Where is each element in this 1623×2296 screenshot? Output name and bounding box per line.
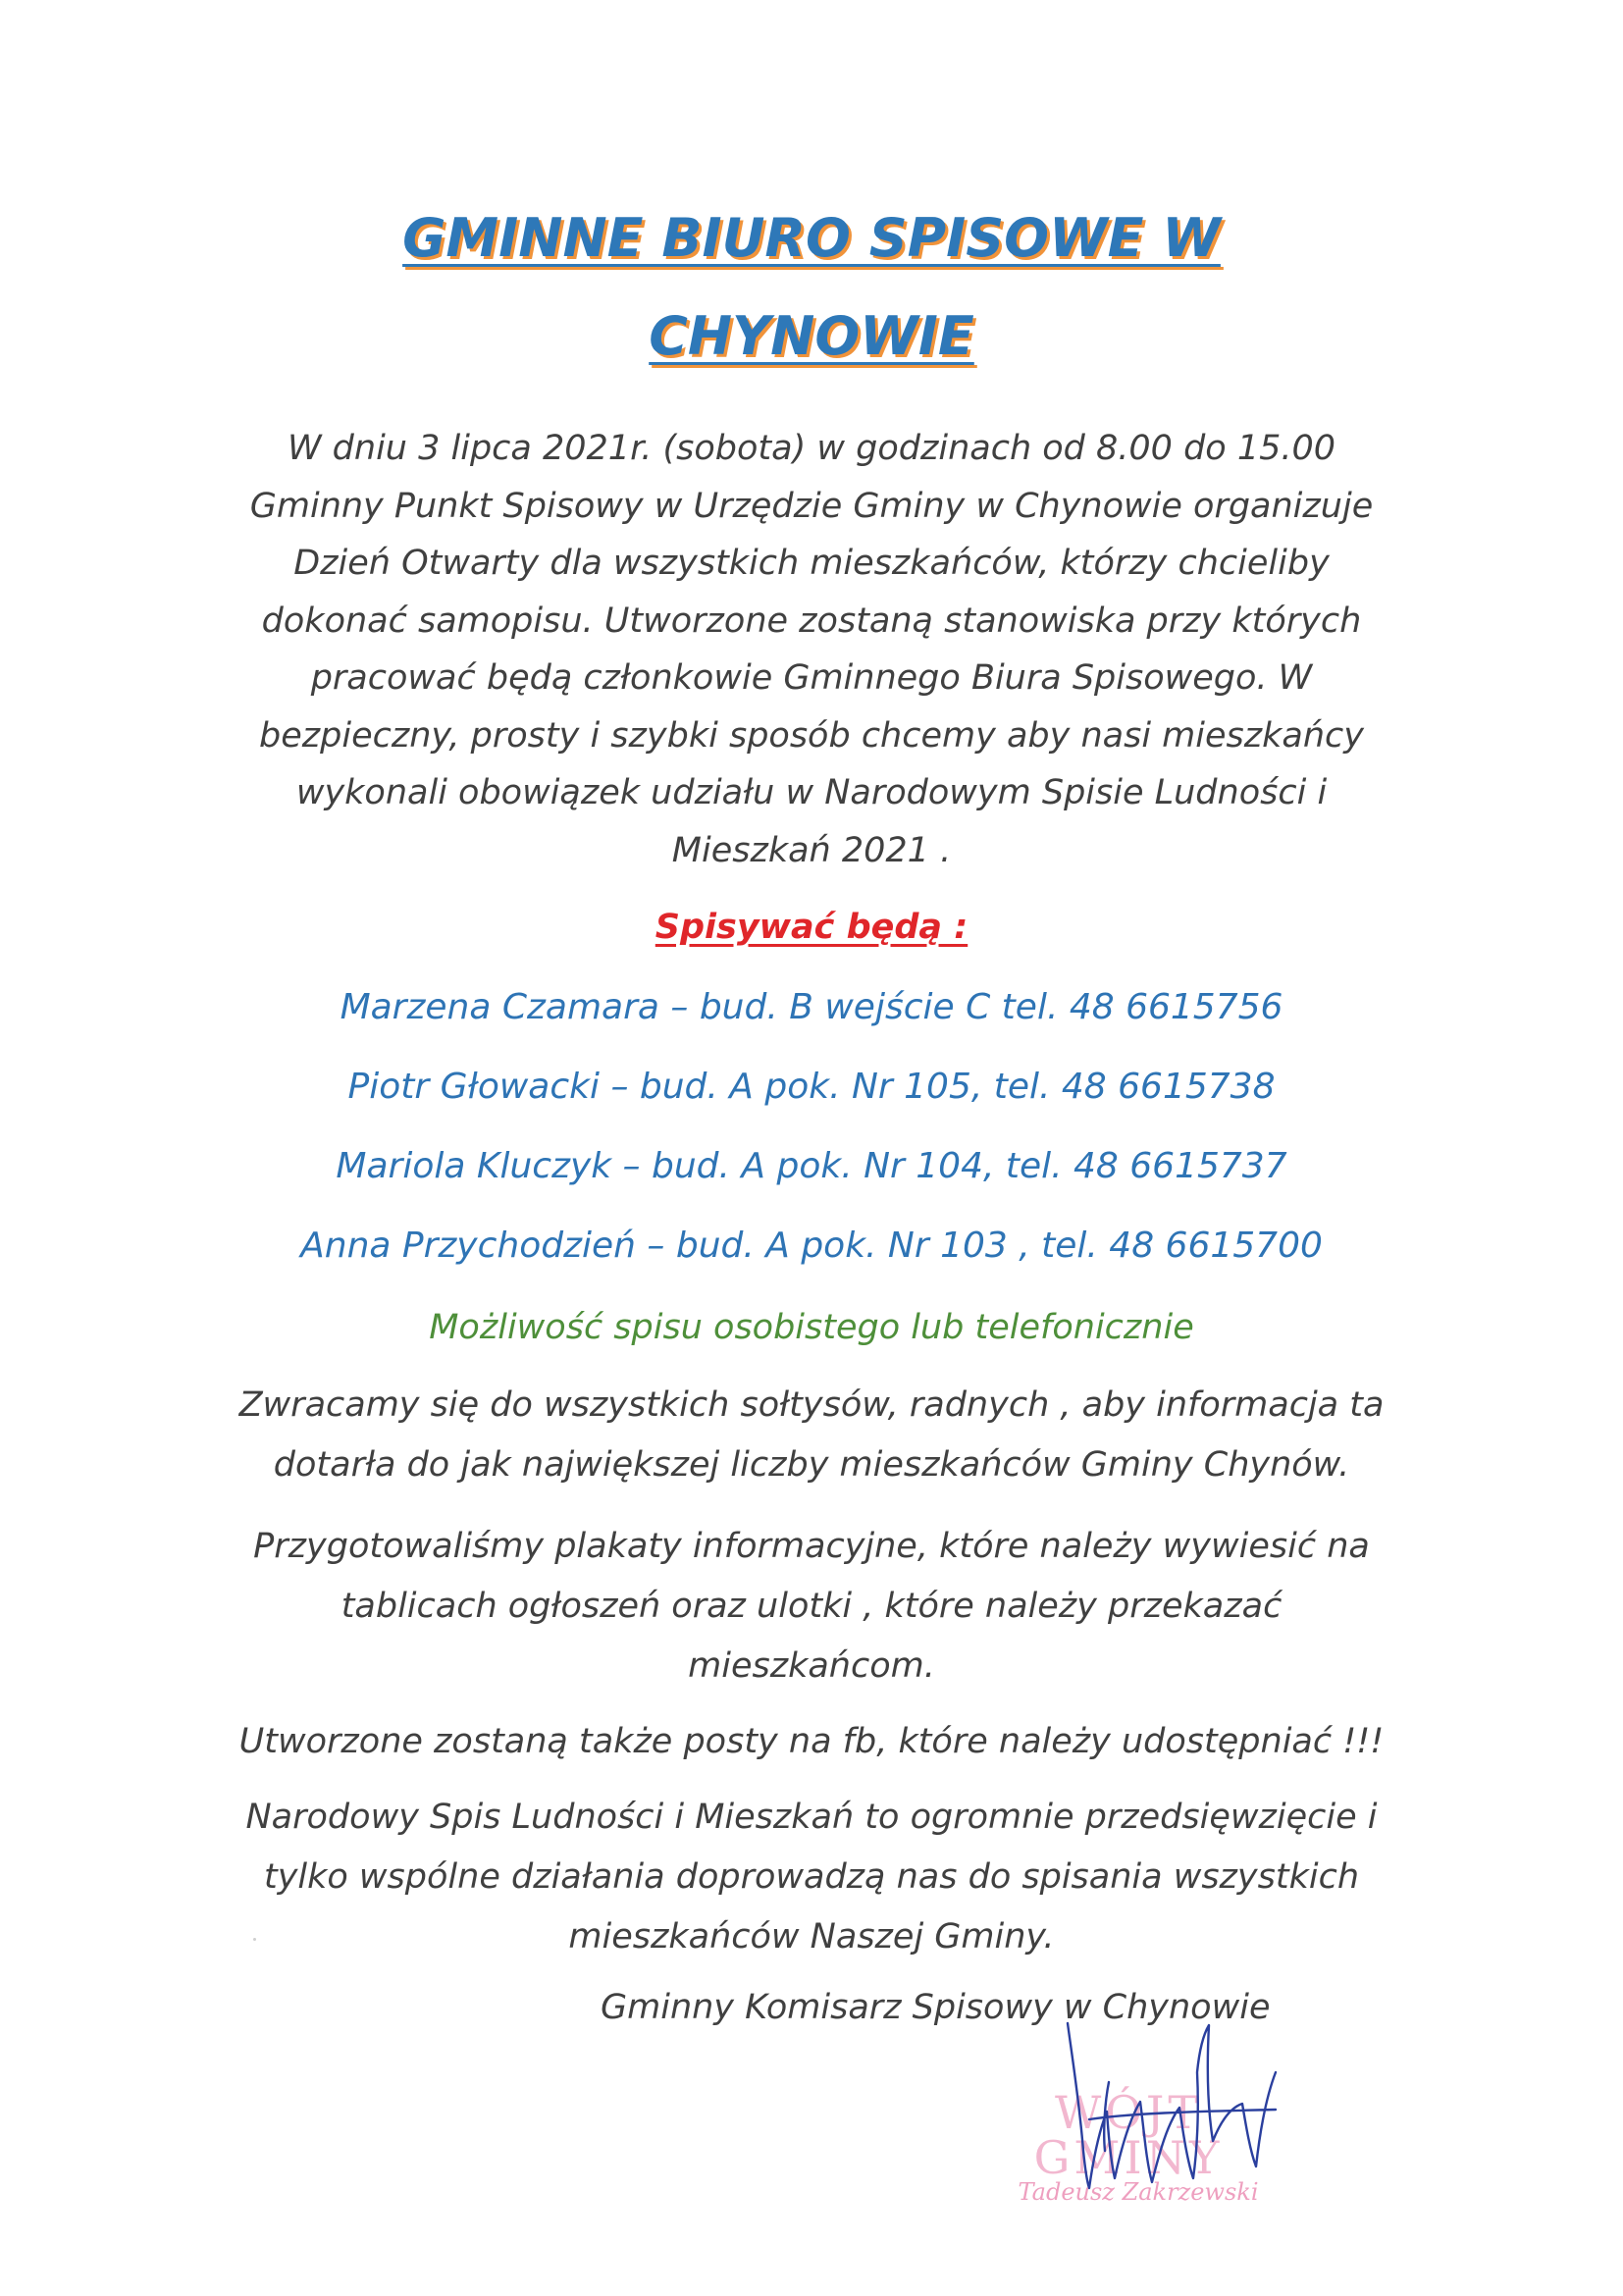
intro-paragraph — [147, 420, 1476, 879]
paragraph-line: tablicach ogłoszeń oraz ulotki , które należy przekazać — [340, 1587, 1283, 1626]
stamp-title: WÓJT GMINY — [1033, 2086, 1224, 2184]
closing-paragraph — [147, 1788, 1476, 1967]
posters-paragraph — [147, 1517, 1476, 1696]
enumerator-contact: Marzena Czamara – bud. B wejście C tel. 48 6615756 — [340, 987, 1283, 1027]
enumerators-list — [0, 983, 1623, 1301]
paragraph-line: Narodowy Spis Ludności i Mieszkań to ogromnie przedsięwzięcie i — [245, 1798, 1378, 1837]
intro-line: W dniu 3 lipca 2021r. (sobota) w godzinach od 8.00 do 15.00 — [287, 429, 1336, 468]
paragraph-line: mieszkańców Naszej Gminy. — [568, 1917, 1055, 1957]
paragraph-line: Zwracamy się do wszystkich sołtysów, radnych , aby informacja ta — [238, 1385, 1385, 1425]
enumerator-contact: Mariola Kluczyk – bud. A pok. Nr 104, tel. 48 6615737 — [336, 1146, 1287, 1186]
intro-line: wykonali obowiązek udziału w Narodowym Spisie Ludności i — [295, 773, 1328, 812]
paragraph-line: Przygotowaliśmy plakaty informacyjne, które należy wywiesić na — [253, 1527, 1370, 1566]
enumerators-heading: Spisywać będą : — [654, 908, 969, 947]
stamp-name: Tadeusz Zakrzewski — [1018, 2178, 1259, 2206]
paragraph-line: dotarła do jak największej liczby mieszkańców Gminy Chynów. — [273, 1445, 1350, 1485]
intro-line: Gminny Punkt Spisowy w Urzędzie Gminy w Chynowie organizuje — [249, 486, 1374, 526]
enumerator-contact: Piotr Głowacki – bud. A pok. Nr 105, tel. 48 6615738 — [347, 1067, 1276, 1107]
paragraph-line: Utworzone zostaną także posty na fb, które należy udostępniać !!! — [238, 1722, 1385, 1761]
signature-stroke — [1068, 2023, 1276, 2188]
signoff-title: Gminny Komisarz Spisowy w Chynowie — [601, 1988, 1271, 2027]
document-title-line-1: GMINNE BIURO SPISOWE W — [402, 207, 1221, 269]
intro-line: Dzień Otwarty dla wszystkich mieszkańców, którzy chcieliby — [293, 544, 1330, 583]
intro-line: pracować będą członkowie Gminnego Biura Spisowego. W — [310, 658, 1313, 698]
enumerator-contact: Anna Przychodzień – bud. A pok. Nr 103 , tel. 48 6615700 — [300, 1226, 1323, 1266]
social-media-paragraph — [147, 1712, 1476, 1772]
census-mode-note: Możliwość spisu osobistego lub telefonicznie — [429, 1308, 1194, 1347]
intro-line: Mieszkań 2021 . — [671, 830, 952, 870]
paragraph-line: mieszkańcom. — [688, 1646, 935, 1686]
handwritten-signature — [1050, 2013, 1305, 2200]
intro-line: bezpieczny, prosty i szybki sposób chcemy aby nasi mieszkańcy — [259, 715, 1364, 756]
paragraph-line: tylko wspólne działania doprowadzą nas do spisania wszystkich — [263, 1857, 1360, 1897]
intro-line: dokonać samopisu. Utworzone zostaną stanowiska przy których — [261, 600, 1362, 641]
appeal-paragraph — [147, 1376, 1476, 1495]
document-title-line-2: CHYNOWIE — [649, 305, 974, 367]
scan-artifact — [253, 1938, 256, 1941]
